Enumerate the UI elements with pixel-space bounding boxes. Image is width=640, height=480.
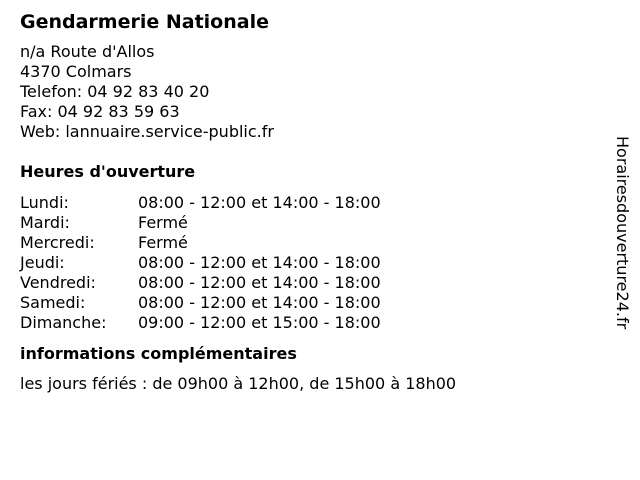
hours-row-monday: [20, 193, 600, 213]
time-value: 08:00 - 12:00 et 14:00 - 18:00: [138, 273, 381, 292]
opening-hours-table: [20, 193, 600, 333]
day-label: Dimanche:: [20, 313, 107, 332]
time-value: 08:00 - 12:00 et 14:00 - 18:00: [138, 253, 381, 272]
day-label: Mardi:: [20, 213, 70, 232]
additional-info-heading: informations complémentaires: [20, 344, 297, 363]
time-value: 08:00 - 12:00 et 14:00 - 18:00: [138, 193, 381, 212]
phone-number: Telefon: 04 92 83 40 20: [20, 82, 210, 101]
website: Web: lannuaire.service-public.fr: [20, 122, 274, 141]
time-value: Fermé: [138, 213, 188, 232]
hours-row-saturday: [20, 293, 600, 313]
hours-row-sunday: [20, 313, 600, 333]
time-value: Fermé: [138, 233, 188, 252]
additional-info-text: les jours fériés : de 09h00 à 12h00, de 15h00 à 18h00: [20, 374, 457, 393]
time-value: 09:00 - 12:00 et 15:00 - 18:00: [138, 313, 381, 332]
day-label: Lundi:: [20, 193, 69, 212]
hours-row-wednesday: [20, 233, 600, 253]
site-watermark-label: Horairesdouverture24.fr: [613, 136, 632, 330]
business-card: [20, 10, 600, 394]
day-label: Jeudi:: [20, 253, 65, 272]
opening-hours-heading: Heures d'ouverture: [20, 162, 196, 181]
hours-row-thursday: [20, 253, 600, 273]
fax-number: Fax: 04 92 83 59 63: [20, 102, 180, 121]
hours-row-friday: [20, 273, 600, 293]
day-label: Vendredi:: [20, 273, 96, 292]
address-street: n/a Route d'Allos: [20, 42, 155, 61]
day-label: Mercredi:: [20, 233, 95, 252]
day-label: Samedi:: [20, 293, 86, 312]
hours-row-tuesday: [20, 213, 600, 233]
address-city: 4370 Colmars: [20, 62, 132, 81]
time-value: 08:00 - 12:00 et 14:00 - 18:00: [138, 293, 381, 312]
business-name: Gendarmerie Nationale: [20, 11, 269, 33]
